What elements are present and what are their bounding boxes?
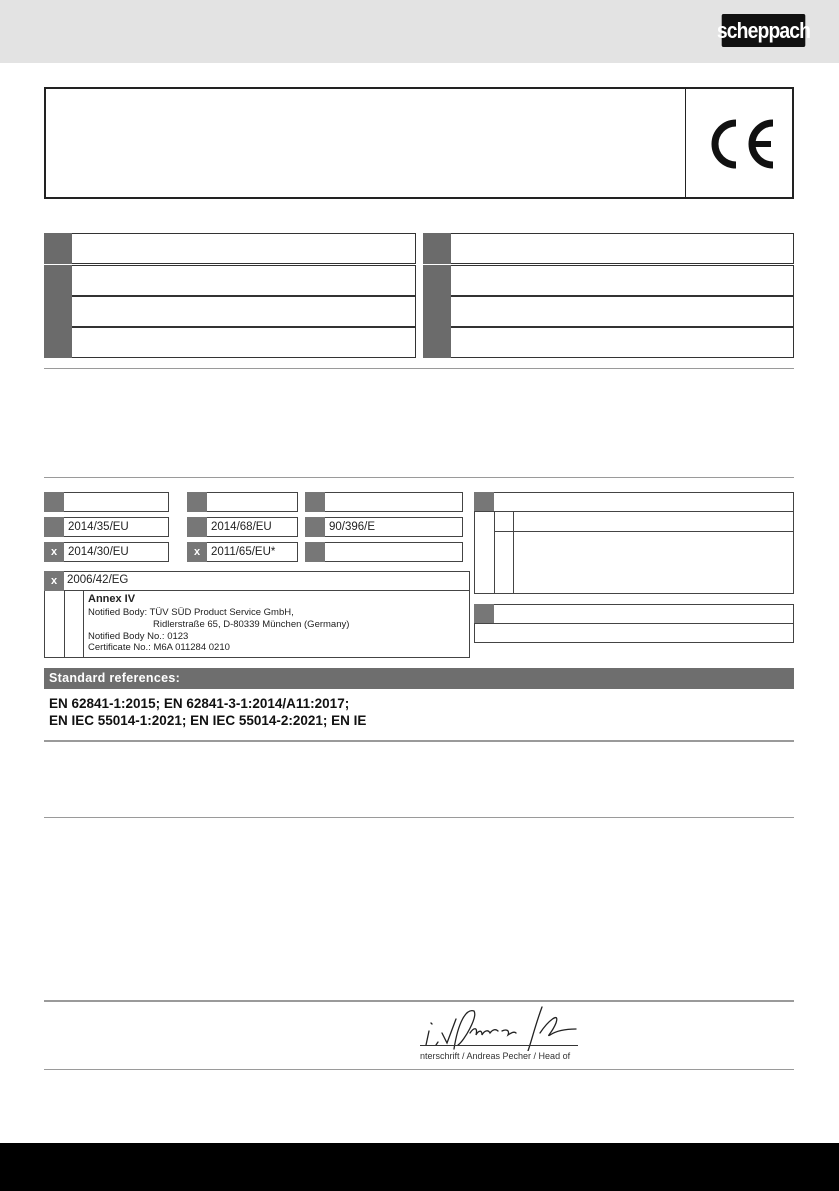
product-field-6 xyxy=(423,265,794,296)
directive-panel xyxy=(474,492,794,594)
field-marker xyxy=(423,327,451,358)
standard-references-line-2: EN IEC 55014-1:2021; EN IEC 55014-2:2021; EN IE xyxy=(49,713,367,728)
product-field-7 xyxy=(423,296,794,327)
directive-check: x xyxy=(44,542,64,562)
divider xyxy=(44,368,794,369)
directive-marker xyxy=(305,492,325,512)
directive-marker xyxy=(187,492,207,512)
directive-marker xyxy=(305,517,325,537)
directive-check: x xyxy=(44,571,64,591)
field-marker xyxy=(44,296,72,327)
notified-body-number: Notified Body No.: 0123 xyxy=(88,631,189,642)
directive-box xyxy=(305,492,463,512)
directive-marker xyxy=(305,542,325,562)
directive-marker xyxy=(474,604,494,624)
panel-row xyxy=(494,511,794,531)
signature-image xyxy=(418,1003,580,1051)
header-band xyxy=(0,0,839,63)
notified-body: Notified Body: TÜV SÜD Product Service GmbH, xyxy=(88,607,294,618)
divider xyxy=(44,1000,794,1002)
directive-marker xyxy=(474,492,494,512)
divider xyxy=(44,740,794,742)
product-field-8 xyxy=(423,327,794,358)
divider xyxy=(494,531,794,532)
directive-90-396: 90/396/E xyxy=(305,517,463,537)
directive-check: x xyxy=(187,542,207,562)
directive-marker xyxy=(44,492,64,512)
standard-references-line-1: EN 62841-1:2015; EN 62841-3-1:2014/A11:2017; xyxy=(49,696,350,711)
brand-logo: scheppach xyxy=(722,14,806,47)
certificate-number: Certificate No.: M6A 011284 0210 xyxy=(88,642,230,653)
divider xyxy=(513,511,514,594)
directive-box xyxy=(305,542,463,562)
signature-caption: nterschrift / Andreas Pecher / Head of xyxy=(420,1051,571,1061)
ce-mark-icon xyxy=(703,117,777,171)
annex-title: Annex IV xyxy=(88,593,136,605)
divider xyxy=(474,623,794,624)
divider xyxy=(44,817,794,818)
field-marker xyxy=(44,233,72,264)
footer-band xyxy=(0,1143,839,1191)
field-marker xyxy=(44,265,72,296)
product-field-3 xyxy=(44,296,416,327)
directive-2006-42: 2006/42/EG xyxy=(44,571,470,591)
product-field-1 xyxy=(44,233,416,264)
product-field-2 xyxy=(44,265,416,296)
field-marker xyxy=(423,265,451,296)
directive-marker xyxy=(187,517,207,537)
divider xyxy=(44,1069,794,1070)
notified-body-address: Ridlerstraße 65, D-80339 München (Germany) xyxy=(153,619,350,630)
declaration-title-box xyxy=(44,87,794,199)
field-marker xyxy=(44,327,72,358)
directive-marker xyxy=(44,517,64,537)
directive-2014-68: 2014/68/EU xyxy=(187,517,298,537)
directive-2014-35: 2014/35/EU xyxy=(44,517,169,537)
annex-indent-cell xyxy=(64,591,84,658)
directive-2014-30: 2014/30/EU xyxy=(44,542,169,562)
signature-line xyxy=(420,1045,578,1046)
field-marker xyxy=(423,296,451,327)
field-marker xyxy=(423,233,451,264)
standard-references-heading: Standard references: xyxy=(44,668,794,689)
product-field-5 xyxy=(423,233,794,264)
product-field-4 xyxy=(44,327,416,358)
directive-2011-65: 2011/65/EU* xyxy=(187,542,298,562)
divider xyxy=(494,531,495,594)
divider xyxy=(44,477,794,478)
